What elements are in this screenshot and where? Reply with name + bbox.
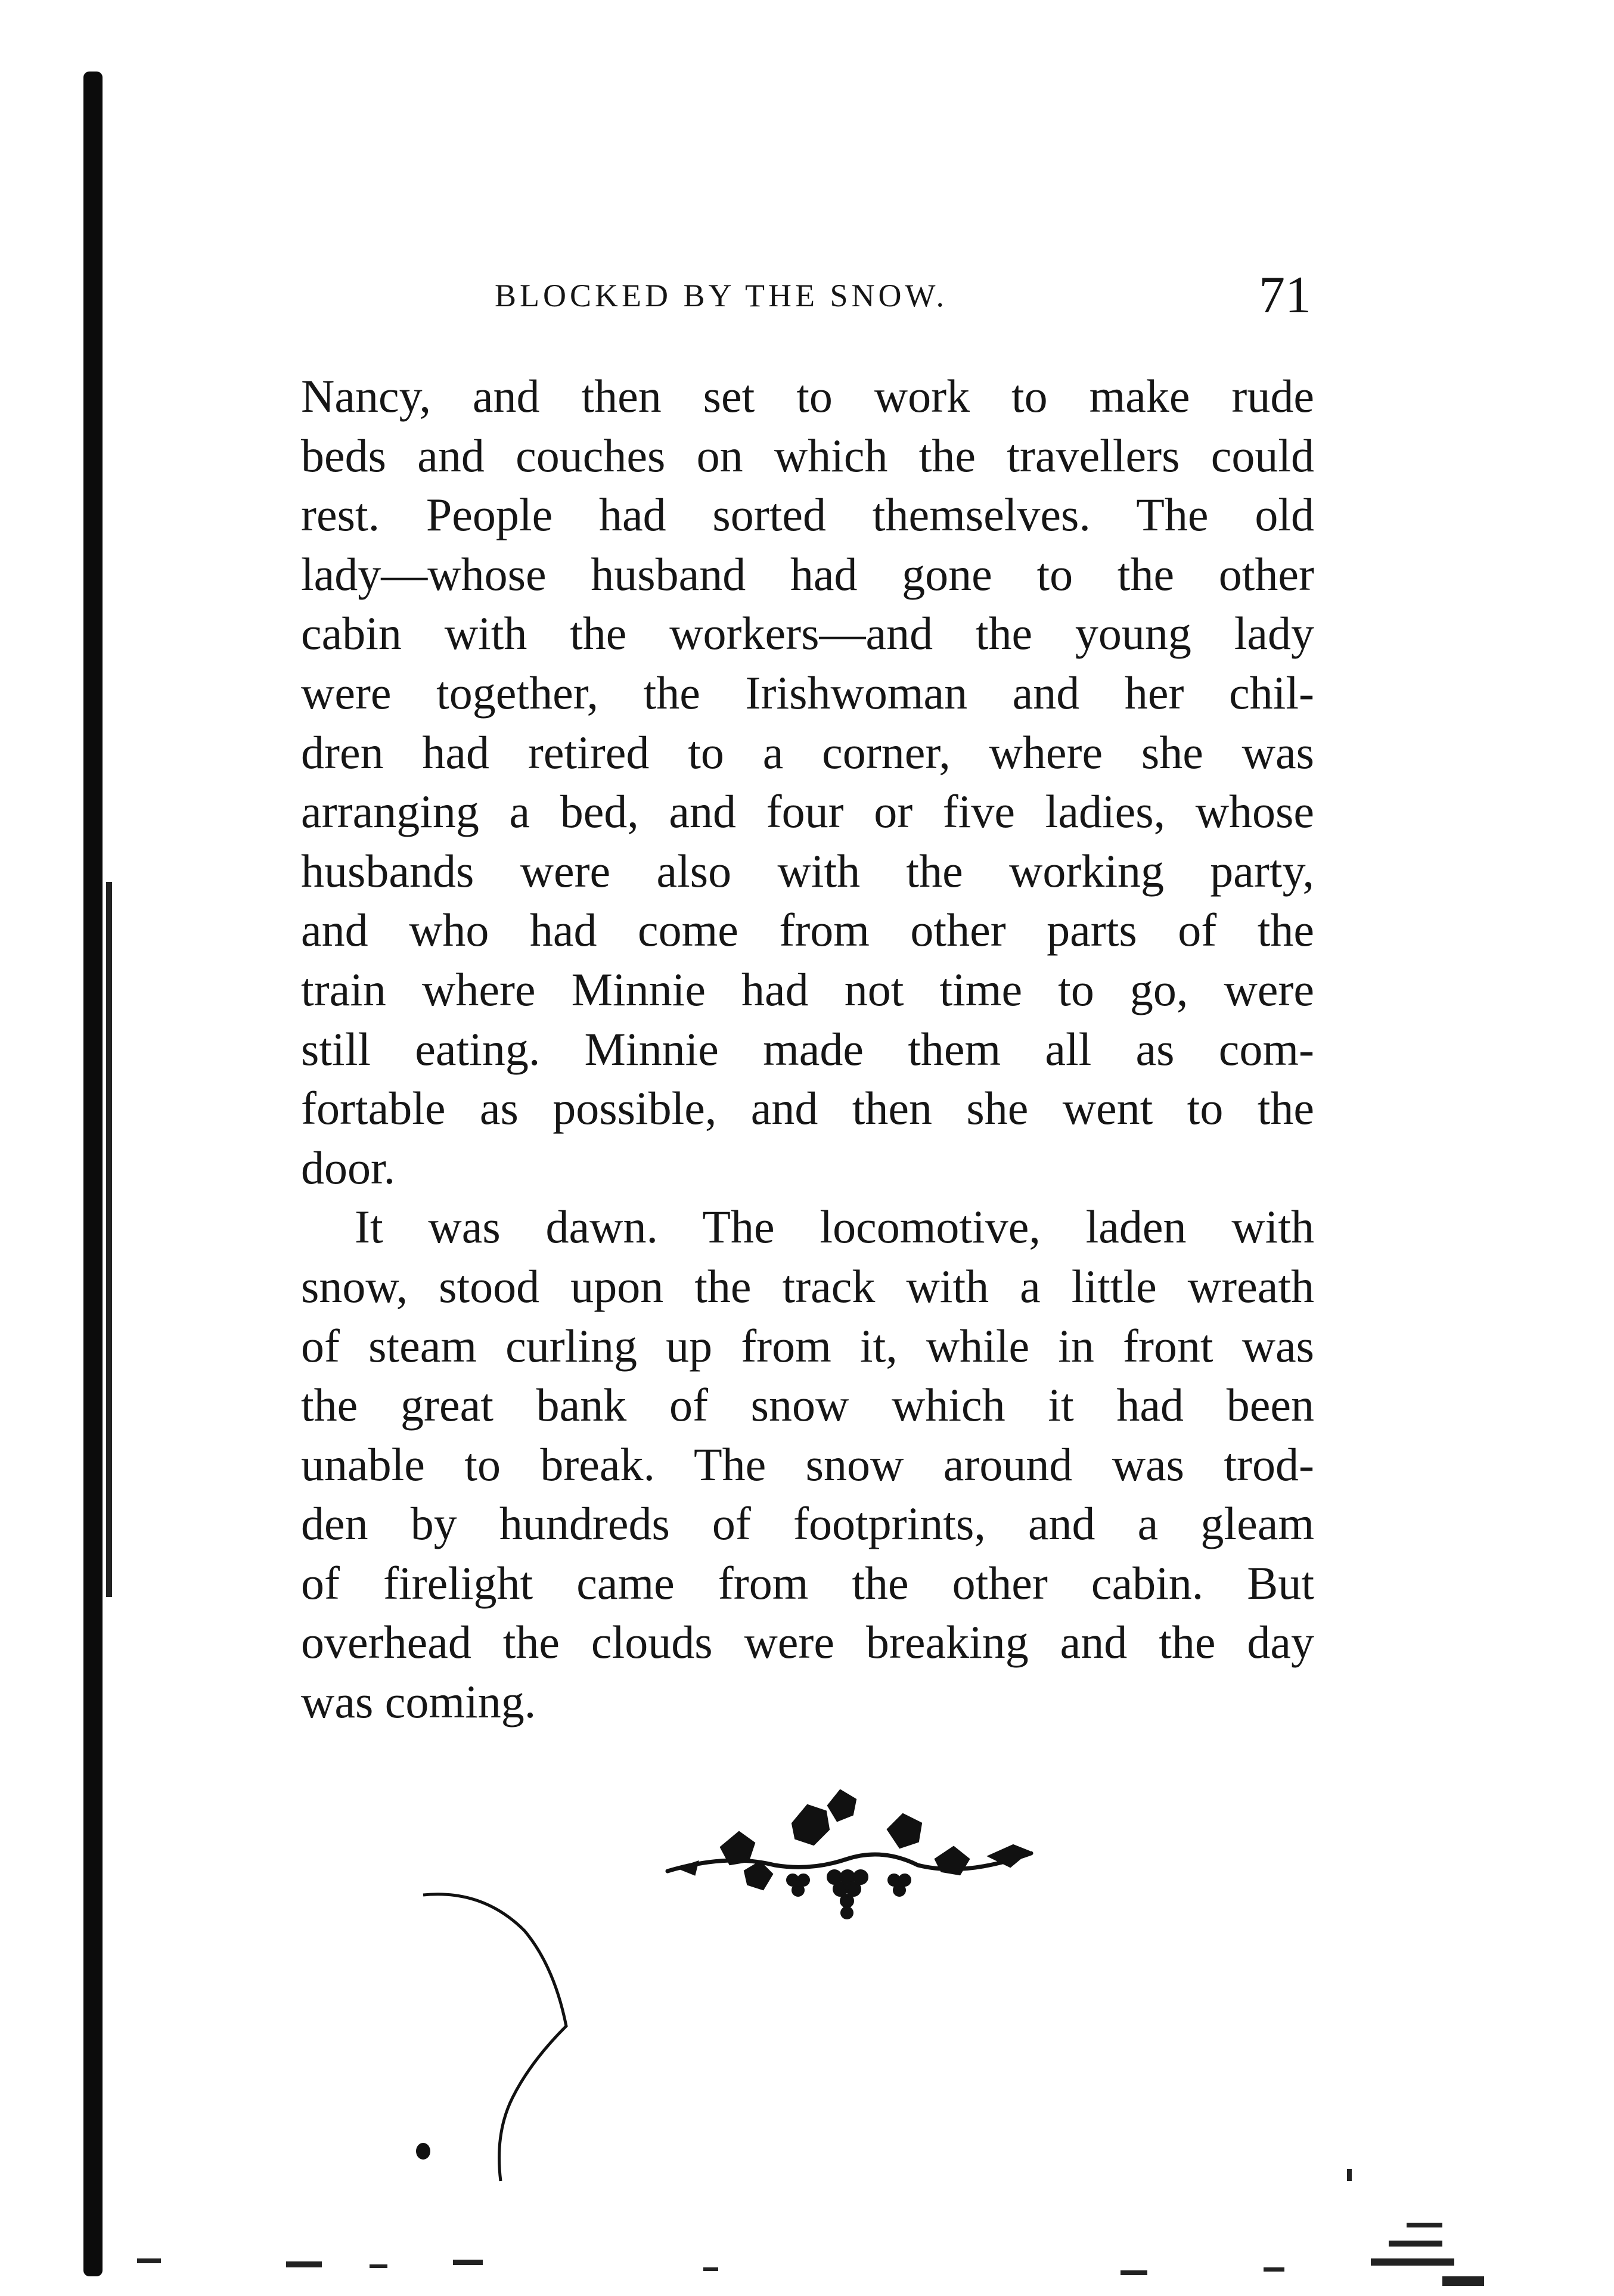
text-line: and who had come from other parts of the — [301, 904, 1314, 956]
text-line: was coming. — [301, 1676, 536, 1728]
text-line: of firelight came from the other cabin. But — [301, 1556, 1314, 1609]
text-line: arranging a bed, and four or five ladies, whose — [301, 785, 1314, 838]
text-line: Nancy, and then set to work to make rude — [301, 370, 1314, 422]
text-line: dren had retired to a corner, where she was — [301, 726, 1314, 778]
text-line: den by hundreds of footprints, and a gleam — [301, 1497, 1314, 1550]
text-line: cabin with the workers—and the young lady — [301, 607, 1314, 660]
running-head — [298, 265, 1311, 324]
text-line: husbands were also with the working party, — [301, 844, 1314, 897]
text-line: the great bank of snow which it had been — [301, 1379, 1314, 1431]
text-line: It was dawn. The locomotive, laden with — [355, 1201, 1314, 1253]
text-line: train where Minnie had not time to go, were — [301, 963, 1314, 1015]
text-line: fortable as possible, and then she went to the — [301, 1082, 1314, 1135]
text-line: overhead the clouds were breaking and the day — [301, 1616, 1314, 1669]
text-line: unable to break. The snow around was trod- — [301, 1438, 1314, 1490]
text-line: were together, the Irishwoman and her chil- — [301, 666, 1314, 719]
scan-noise-specks — [0, 2145, 1614, 2296]
text-line: snow, stood upon the track with a little wreath — [301, 1260, 1314, 1312]
page-number: 71 — [1259, 266, 1311, 324]
binding-edge-shadow — [83, 72, 103, 2276]
body-text — [301, 366, 1314, 1732]
binding-edge-streak — [106, 882, 112, 1597]
text-line: lady—whose husband had gone to the other — [301, 548, 1314, 600]
text-line: rest. People had sorted themselves. The old — [301, 489, 1314, 541]
text-line: door. — [301, 1141, 396, 1194]
text-line: still eating. Minnie made them all as com- — [301, 1023, 1314, 1075]
text-line: beds and couches on which the travellers could — [301, 429, 1314, 481]
running-title: BLOCKED BY THE SNOW. — [495, 278, 948, 313]
grapevine-ornament-icon — [656, 1782, 1043, 1937]
text-line: of steam curling up from it, while in front was — [301, 1319, 1314, 1372]
